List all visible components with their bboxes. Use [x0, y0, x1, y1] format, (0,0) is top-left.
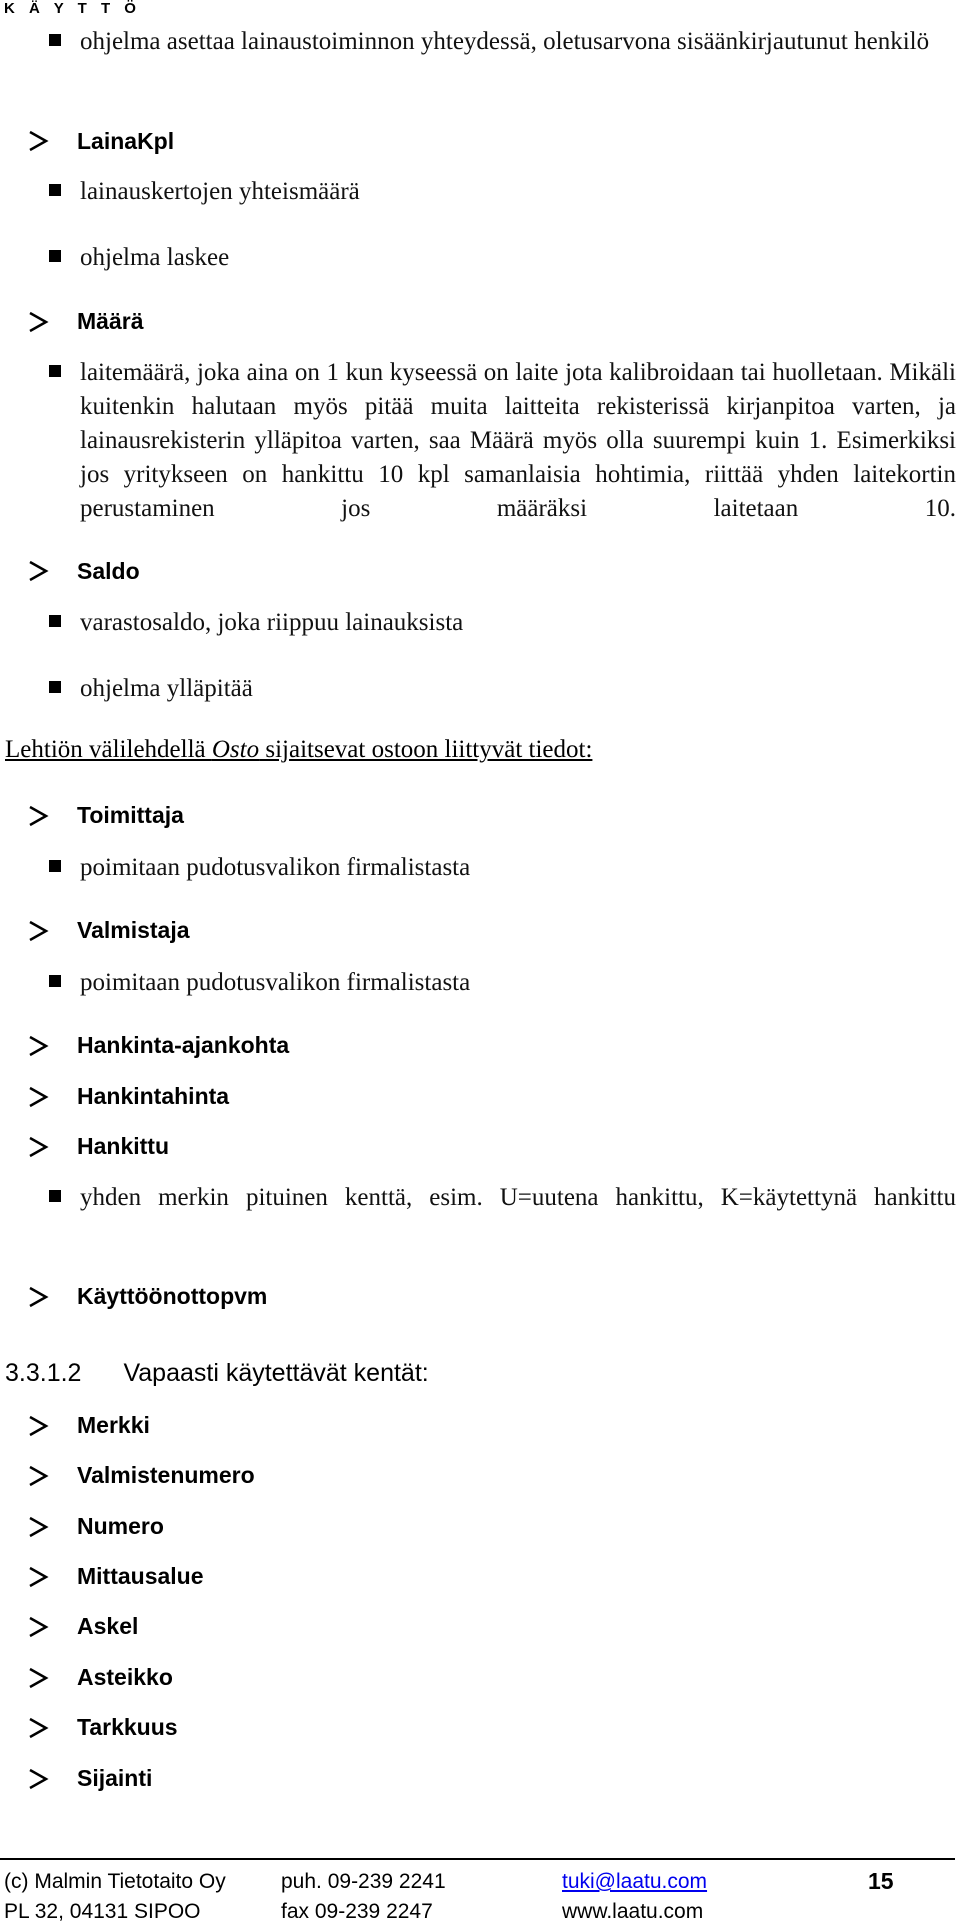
arrow-bullet-icon: [27, 1085, 51, 1109]
bullet-square: [49, 975, 61, 987]
field-label-lainakpl: LainaKpl: [77, 128, 175, 154]
free-field-label: Valmistenumero: [77, 1462, 255, 1488]
arrow-bullet-icon: [27, 1135, 51, 1159]
free-field-label: Sijainti: [77, 1765, 153, 1791]
subsection-title: Vapaasti käytettävät kentät:: [123, 1359, 429, 1387]
bullet-text: ohjelma ylläpitää: [80, 675, 253, 702]
arrow-bullet-icon: [27, 919, 51, 943]
field-label-saldo: Saldo: [77, 558, 140, 584]
bullet-text: yhden merkin pituinen kenttä, esim. U=uutena hankittu, K=käytettynä hankittu: [80, 1184, 956, 1211]
bullet-square: [49, 365, 61, 377]
bullet-square: [49, 860, 61, 872]
bullet-square: [49, 184, 61, 196]
footer-website[interactable]: www.laatu.com: [562, 1900, 704, 1923]
field-label-hankittu: Hankittu: [77, 1133, 169, 1159]
field-label-maara: Määrä: [77, 308, 144, 334]
footer-company: (c) Malmin Tietotaito Oy: [4, 1870, 226, 1893]
arrow-bullet-icon: [27, 1565, 51, 1589]
arrow-bullet-icon: [27, 804, 51, 828]
field-label-toimittaja: Toimittaja: [77, 802, 184, 828]
arrow-bullet-icon: [27, 1034, 51, 1058]
free-field-label: Mittausalue: [77, 1563, 204, 1589]
arrow-bullet-icon: [27, 1285, 51, 1309]
footer-divider: [0, 1858, 955, 1860]
bullet-square: [49, 250, 61, 262]
free-field-label: Merkki: [77, 1412, 150, 1438]
free-field-label: Askel: [77, 1613, 139, 1639]
arrow-bullet-icon: [27, 1666, 51, 1690]
arrow-bullet-icon: [27, 559, 51, 583]
bullet-text-paragraph: laitemäärä, joka aina on 1 kun kyseessä on laite jota kalibroidaan tai huolletaan. Mikäli kuitenkin halutaan myös pitää muita laitteita rekisterissä kirjanpitoa varten, ja lainausrekisterin ylläpitoa varten, saa Määrä myös olla suurempi kuin 1. Esimerkiksi jos yritykseen on hankittu 10 kpl samanlaisia hohtimia, riittää yhden laitekortin perustaminen jos määräksi laitetaan 10.: [80, 359, 956, 522]
footer-fax: fax 09-239 2247: [281, 1900, 433, 1923]
field-label-hankinta-ajankohta: Hankinta-ajankohta: [77, 1032, 290, 1058]
page-number: 15: [868, 1868, 894, 1894]
bullet-square: [49, 615, 61, 627]
free-field-label: Tarkkuus: [77, 1714, 178, 1740]
bullet-text: poimitaan pudotusvalikon firmalistasta: [80, 969, 471, 996]
arrow-bullet-icon: [27, 1414, 51, 1438]
page-header: K Ä Y T T Ö: [4, 0, 141, 17]
subsection-heading: [5, 1356, 429, 1390]
top-bullet-text: ohjelma asettaa lainaustoiminnon yhteydessä, oletusarvona sisäänkirjautunut henkilö: [80, 28, 930, 55]
field-label-hankintahinta: Hankintahinta: [77, 1083, 230, 1109]
bullet-square: [49, 34, 61, 46]
bullet-square: [49, 681, 61, 693]
section-intro: Lehtiön välilehdellä Osto sijaitsevat ostoon liittyvät tiedot:: [5, 736, 593, 763]
free-field-label: Numero: [77, 1513, 164, 1539]
arrow-bullet-icon: [27, 1767, 51, 1791]
field-label-kayttoonottopvm: Käyttöönottopvm: [77, 1283, 268, 1309]
subsection-number: 3.3.1.2: [5, 1359, 82, 1387]
bullet-text: ohjelma laskee: [80, 244, 230, 271]
bullet-text: varastosaldo, joka riippuu lainauksista: [80, 609, 464, 636]
bullet-text: lainauskertojen yhteismäärä: [80, 178, 360, 205]
arrow-bullet-icon: [27, 1515, 51, 1539]
arrow-bullet-icon: [27, 310, 51, 334]
arrow-bullet-icon: [27, 129, 51, 153]
field-label-valmistaja: Valmistaja: [77, 917, 190, 943]
bullet-square: [49, 1190, 61, 1202]
free-field-label: Asteikko: [77, 1664, 173, 1690]
arrow-bullet-icon: [27, 1464, 51, 1488]
arrow-bullet-icon: [27, 1716, 51, 1740]
footer-address: PL 32, 04131 SIPOO: [4, 1900, 201, 1923]
arrow-bullet-icon: [27, 1615, 51, 1639]
bullet-text: poimitaan pudotusvalikon firmalistasta: [80, 854, 471, 881]
footer-email-link[interactable]: tuki@laatu.com: [562, 1870, 708, 1893]
footer-phone: puh. 09-239 2241: [281, 1870, 446, 1893]
